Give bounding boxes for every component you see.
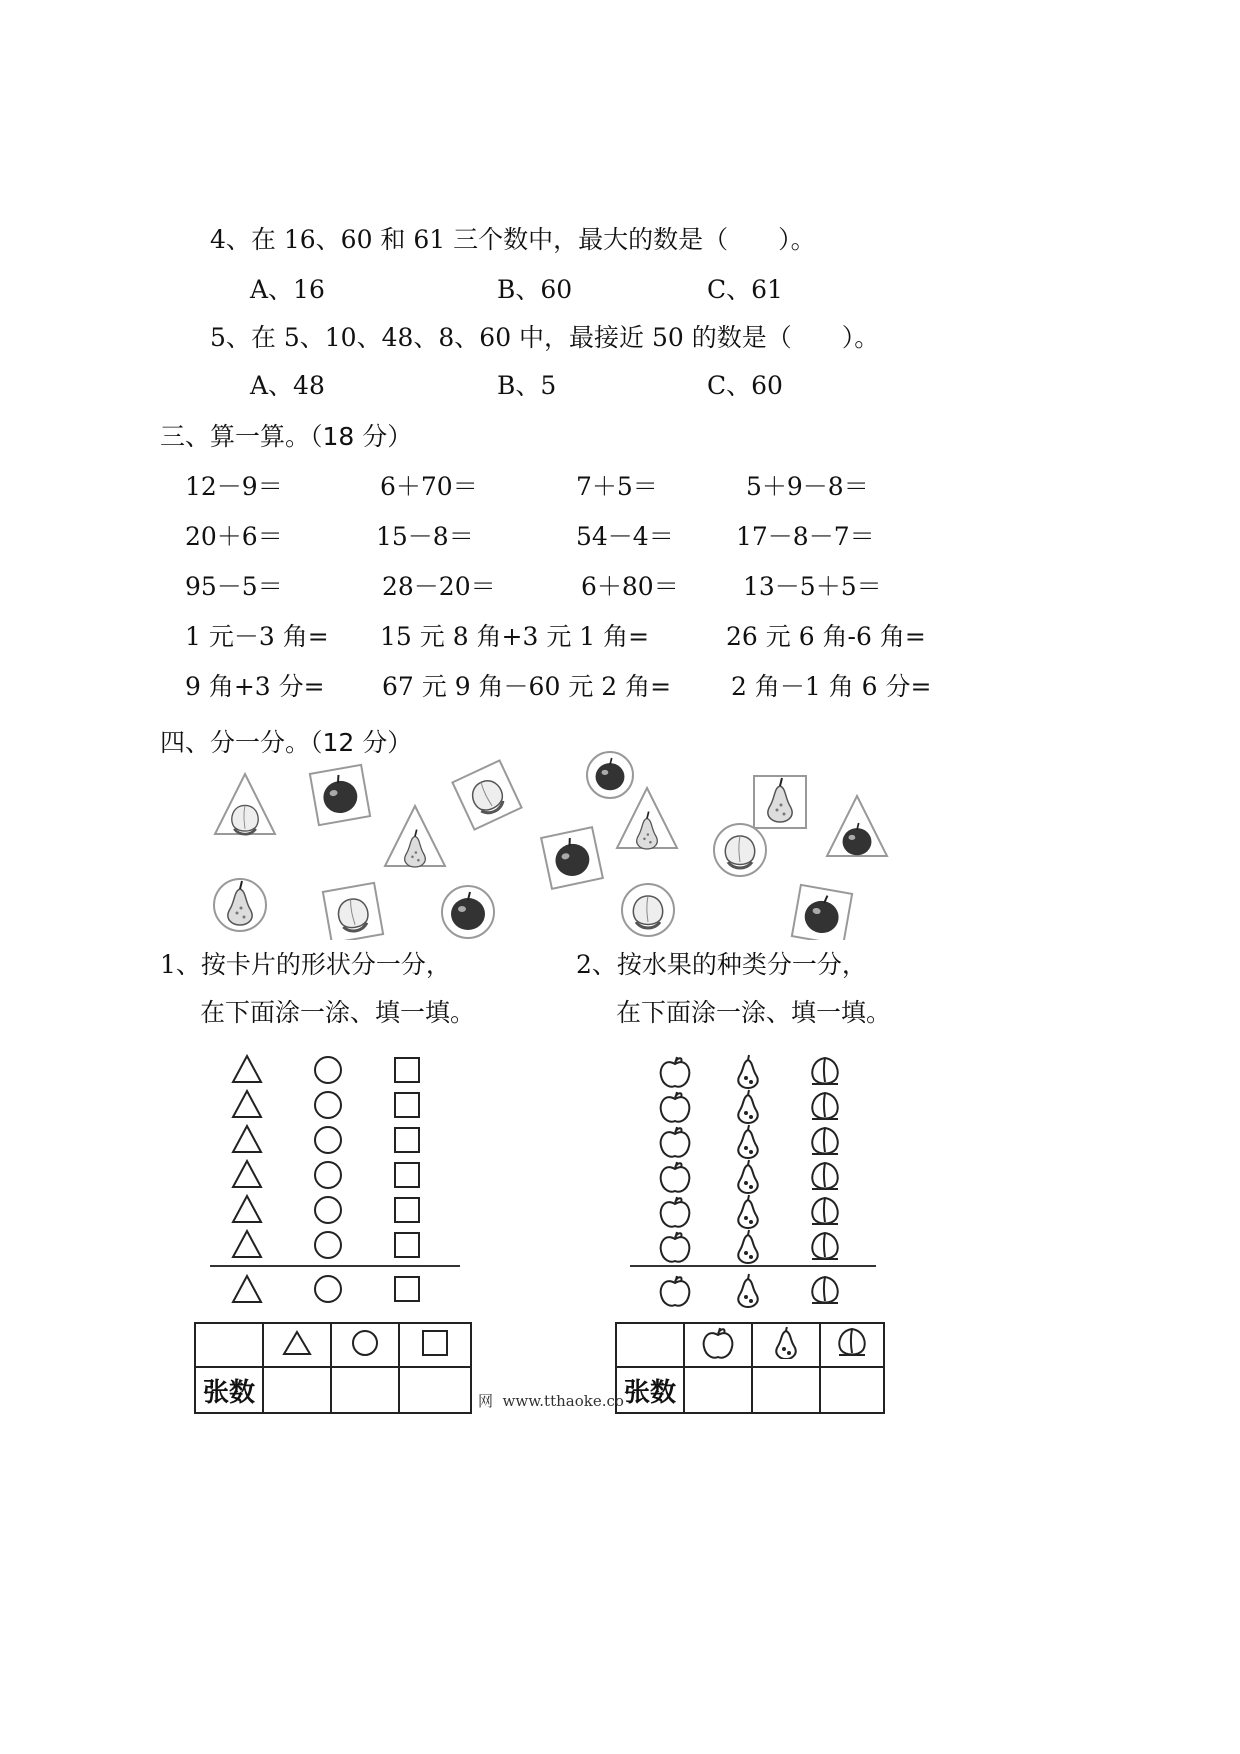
apple-icon xyxy=(661,1057,690,1306)
calc-item: 20＋6＝ xyxy=(185,522,283,551)
count-row-label: 张数 xyxy=(195,1367,263,1413)
shape-columns xyxy=(205,1050,475,1310)
calc-item: 17－8－7＝ xyxy=(736,522,875,551)
card-14 xyxy=(622,884,674,936)
table-corner xyxy=(195,1323,263,1367)
table-corner xyxy=(616,1323,684,1367)
calc-item: 54－4＝ xyxy=(576,522,674,551)
card-5 xyxy=(587,752,633,798)
peach-icon xyxy=(820,1323,884,1367)
peach-count-cell[interactable] xyxy=(820,1367,884,1413)
fruit-cards-illustration xyxy=(205,750,925,940)
card-4 xyxy=(452,760,521,829)
calc-item: 15 元 8 角+3 元 1 角= xyxy=(380,622,650,651)
q4-option-a: A、16 xyxy=(250,275,325,304)
calc-item: 2 角－1 角 6 分= xyxy=(731,672,932,701)
card-7 xyxy=(617,788,677,849)
pear-icon xyxy=(738,1055,757,1307)
calc-item: 6＋70＝ xyxy=(380,472,478,501)
circle-icon xyxy=(331,1323,399,1367)
calc-item: 9 角+3 分= xyxy=(185,672,325,701)
task-1-line-1: 1、按卡片的形状分一分， xyxy=(160,950,451,979)
calc-item: 28－20＝ xyxy=(382,572,496,601)
question-4: 4、在 16、60 和 61 三个数中，最大的数是（ ）。 xyxy=(210,225,816,254)
watermark-text: 网 www.tthaoke.co xyxy=(478,1392,624,1410)
calc-item: 7＋5＝ xyxy=(576,472,658,501)
task-2-line-2: 在下面涂一涂、填一填。 xyxy=(616,998,892,1027)
pear-icon xyxy=(752,1323,820,1367)
apple-count-cell[interactable] xyxy=(684,1367,752,1413)
apple-icon xyxy=(684,1323,752,1367)
card-6 xyxy=(541,827,603,889)
calc-item: 15－8＝ xyxy=(376,522,474,551)
calc-item: 12－9＝ xyxy=(185,472,283,501)
q5-option-b: B、5 xyxy=(497,371,557,400)
card-8 xyxy=(754,776,806,828)
circle-count-cell[interactable] xyxy=(331,1367,399,1413)
pear-count-cell[interactable] xyxy=(752,1367,820,1413)
card-1 xyxy=(215,774,275,834)
calc-item: 26 元 6 角-6 角= xyxy=(726,622,926,651)
task-2-line-1: 2、按水果的种类分一分， xyxy=(576,950,867,979)
card-10 xyxy=(827,796,887,856)
card-12 xyxy=(323,883,383,940)
card-2 xyxy=(310,765,370,825)
square-icon xyxy=(399,1323,471,1367)
card-3 xyxy=(385,806,445,867)
calc-item: 13－5＋5＝ xyxy=(743,572,882,601)
q4-option-b: B、60 xyxy=(497,275,573,304)
square-count-cell[interactable] xyxy=(399,1367,471,1413)
card-11 xyxy=(214,879,266,931)
section-4-title: 四、分一分。（12 分） xyxy=(160,728,413,757)
calc-item: 95－5＝ xyxy=(185,572,283,601)
shape-count-table xyxy=(194,1322,472,1414)
calc-item: 67 元 9 角－60 元 2 角= xyxy=(382,672,672,701)
calc-item: 5＋9－8＝ xyxy=(746,472,869,501)
triangle-count-cell[interactable] xyxy=(263,1367,331,1413)
question-5: 5、在 5、10、48、8、60 中，最接近 50 的数是（ ）。 xyxy=(210,323,880,352)
count-row-label: 张数 xyxy=(616,1367,684,1413)
q5-option-c: C、60 xyxy=(707,371,783,400)
fruit-count-table xyxy=(615,1322,885,1414)
card-9 xyxy=(714,824,766,876)
fruit-columns xyxy=(628,1050,908,1310)
calc-item: 1 元－3 角= xyxy=(185,622,329,651)
triangle-icon xyxy=(263,1323,331,1367)
q5-option-a: A、48 xyxy=(250,371,325,400)
q4-option-c: C、61 xyxy=(707,275,783,304)
card-15 xyxy=(792,885,852,940)
section-3-title: 三、算一算。（18 分） xyxy=(160,422,413,451)
card-13 xyxy=(442,886,494,938)
calc-item: 6＋80＝ xyxy=(581,572,679,601)
square-icon xyxy=(395,1058,419,1301)
task-1-line-2: 在下面涂一涂、填一填。 xyxy=(200,998,476,1027)
